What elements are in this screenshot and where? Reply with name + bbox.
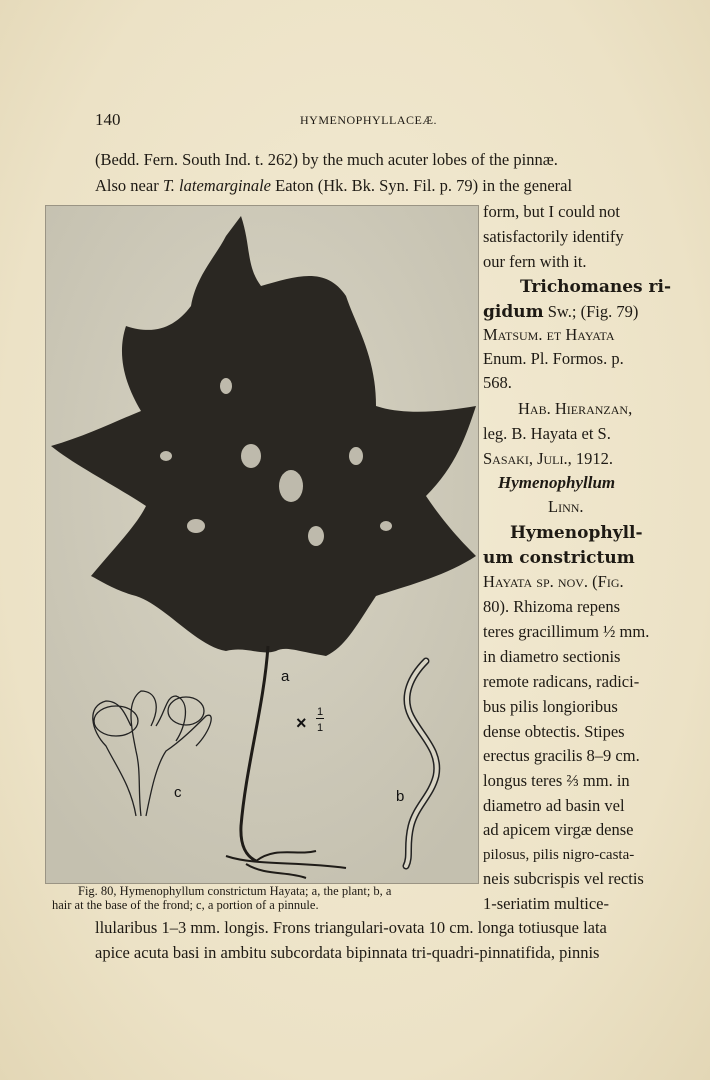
col-line-22: neis subcrispis vel rectis <box>483 869 644 888</box>
col-line-18: longus teres ⅔ mm. in <box>483 771 630 790</box>
genus-heading: Hymenophyllum <box>498 473 616 492</box>
label-a: a <box>281 668 290 685</box>
running-title: HYMENOPHYLLACEÆ. <box>300 113 437 127</box>
label-b: b <box>396 788 405 805</box>
species-heading-1a: Trichomanes ri- <box>520 277 672 297</box>
col-line-15: bus pilis longioribus <box>483 697 618 716</box>
scale-numerator: 1 <box>316 706 324 718</box>
body-line-2-end: Eaton (Hk. Bk. Syn. Fil. p. 79) in the general <box>271 176 573 195</box>
species-heading-2a: Hymenophyll- <box>510 523 643 543</box>
body-bottom-line-1: llularibus 1–3 mm. longis. Frons triangulari-ovata 10 cm. longa totiusque lata <box>95 918 607 937</box>
col-line-3: our fern with it. <box>483 252 587 271</box>
col-line-21: pilosus, pilis nigro-casta- <box>483 847 635 863</box>
col-line-4: Matsum. et Hayata <box>483 325 615 344</box>
label-c: c <box>174 784 182 801</box>
col-line-13: in diametro sectionis <box>483 647 621 666</box>
body-line-1: (Bedd. Fern. South Ind. t. 262) by the much acuter lobes of the pinnæ. <box>95 150 558 169</box>
species-heading-1b-bold: gidum <box>483 302 544 322</box>
species-name: T. latemarginale <box>162 176 271 195</box>
body-bottom-line-2: apice acuta basi in ambitu subcordata bipinnata tri-quadri-pinnatifida, pinnis <box>95 943 600 962</box>
col-line-10: Hayata sp. nov. (Fig. <box>483 572 624 591</box>
col-line-19: diametro ad basin vel <box>483 796 625 815</box>
col-line-16: dense obtectis. Stipes <box>483 722 625 741</box>
figure-caption-line-1: Fig. 80, Hymenophyllum constrictum Hayata; a, the plant; b, a <box>78 884 392 898</box>
col-line-6: 568. <box>483 373 512 392</box>
body-line-2-start: Also near <box>95 176 163 195</box>
col-line-11: 80). Rhizoma repens <box>483 597 621 616</box>
col-line-9: Sasaki, Juli., 1912. <box>483 449 614 468</box>
species-heading-1b <box>483 302 638 322</box>
col-line-17: erectus gracilis 8–9 cm. <box>483 746 640 765</box>
col-line-20: ad apicem virgæ dense <box>483 820 634 839</box>
col-line-12: teres gracillimum ½ mm. <box>483 622 650 641</box>
col-line-8: leg. B. Hayata et S. <box>483 424 611 443</box>
col-line-14: remote radicans, radici- <box>483 672 640 691</box>
col-line-23: 1-seriatim multice- <box>483 894 609 913</box>
figure-caption-line-2: hair at the base of the frond; c, a portion of a pinnule. <box>52 898 319 912</box>
col-line-7: Hab. Hieranzan, <box>518 399 633 418</box>
scale-denominator: 1 <box>316 722 324 734</box>
figure-plate <box>45 205 479 884</box>
species-heading-1b-rest: Sw.; (Fig. 79) <box>543 302 639 321</box>
genus-author: Linn. <box>548 497 584 516</box>
fern-illustration <box>46 206 478 883</box>
col-line-1: form, but I could not <box>483 202 621 221</box>
species-heading-2b: um constrictum <box>483 548 635 568</box>
col-line-2: satisfactorily identify <box>483 227 624 246</box>
body-line-2 <box>95 176 651 196</box>
scale-times: × <box>296 713 307 733</box>
page-number: 140 <box>95 110 121 129</box>
col-line-5: Enum. Pl. Formos. p. <box>483 349 624 368</box>
